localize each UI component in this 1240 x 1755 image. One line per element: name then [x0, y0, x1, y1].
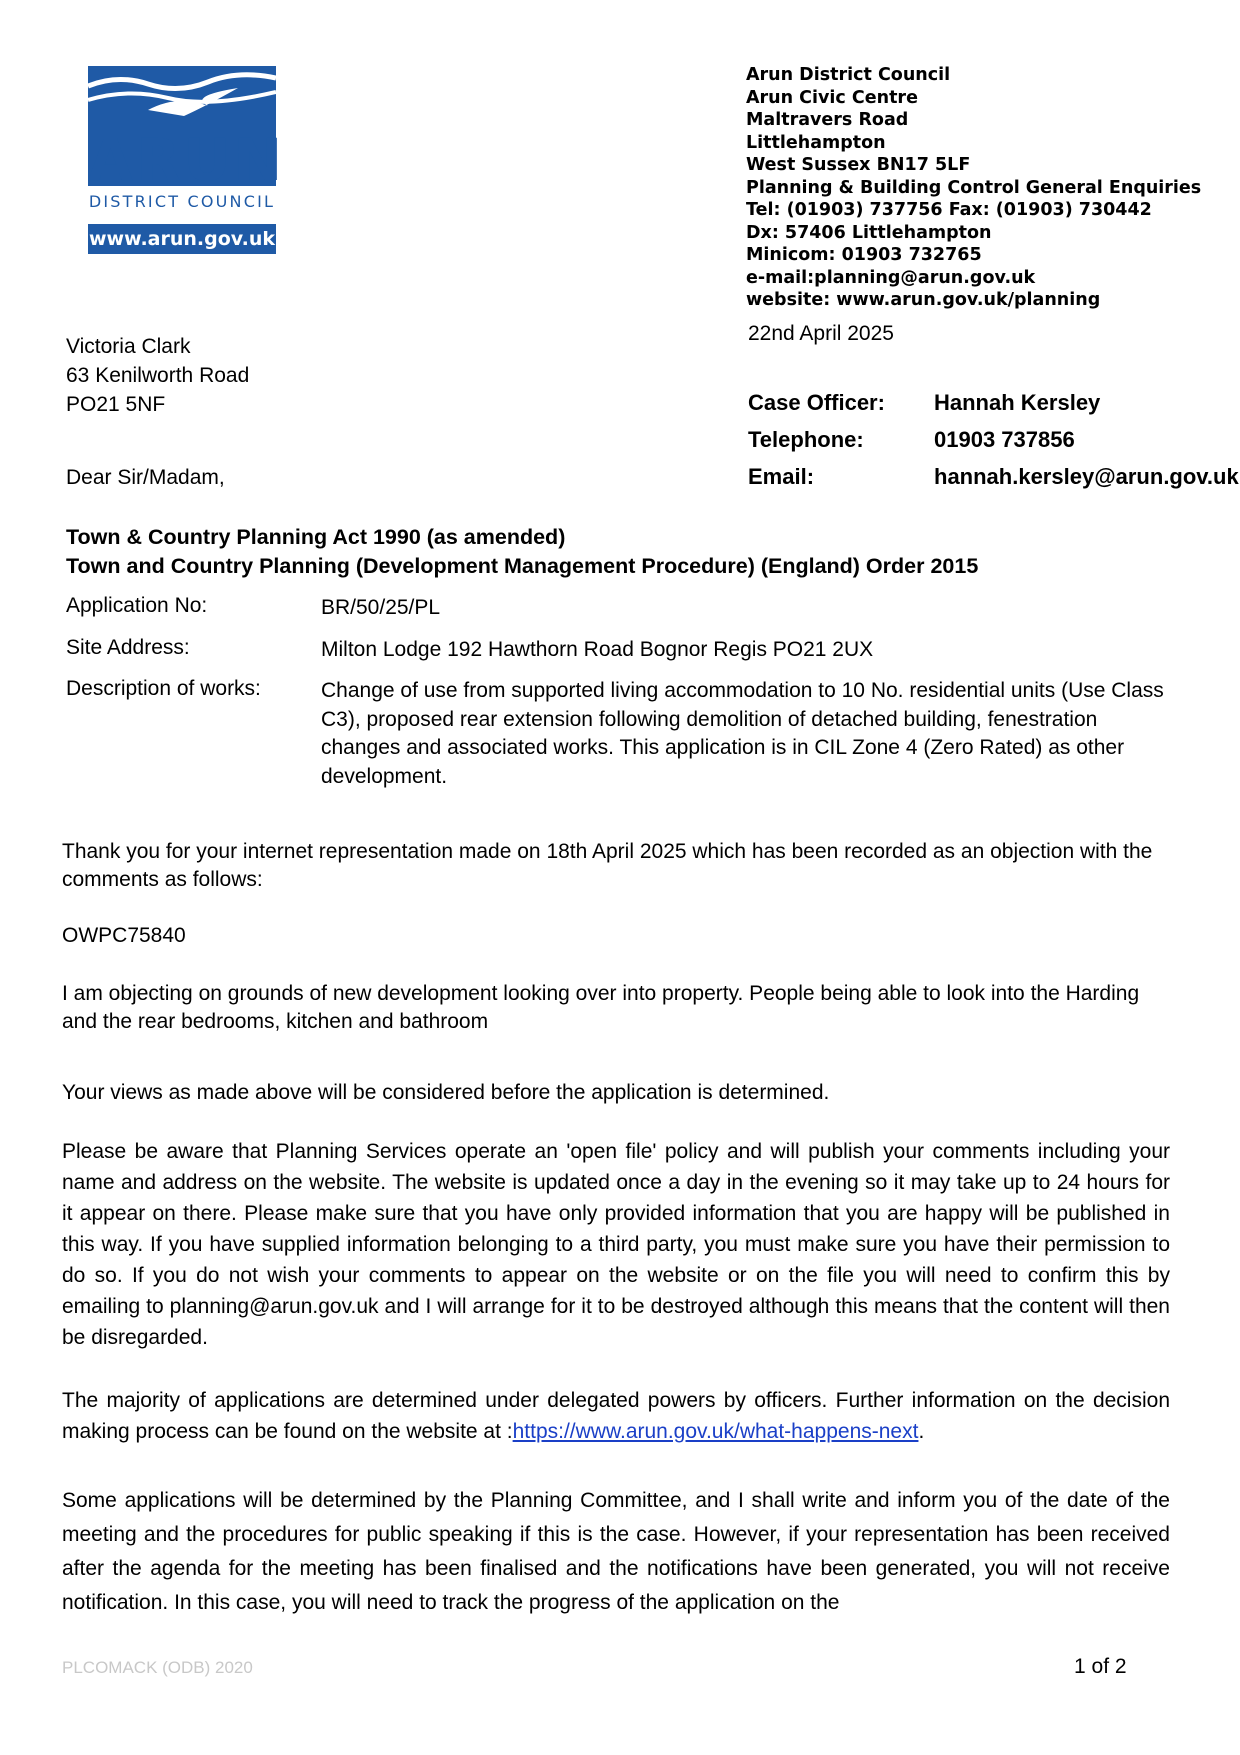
council-address-block — [746, 64, 1201, 312]
telephone-label: Telephone: — [748, 427, 864, 452]
open-file-paragraph: Please be aware that Planning Services operate an 'open file' policy and will publish your comments including your name and address on the website. The website is updated once a day in the evening so it may take up to 24 hours for it appear on there. Please make sure that you have only provided information that you are happy will be published in this way. If you have supplied information belonging to a third party, you must make sure you have their permission to do so. If you do not wish your comments to appear on the website or on the file you will need to confirm this by emailing to planning@arun.gov.uk and I will arrange for it to be destroyed although this means that the content will then be disregarded. — [62, 1140, 1170, 1349]
address-line: Arun Civic Centre — [746, 87, 918, 108]
majority-text: The majority of applications are determined under delegated powers by officers. Further information on the decision making process can be found on the website at : — [62, 1389, 1170, 1443]
site-address-label: Site Address: — [66, 635, 190, 659]
address-line: website: www.arun.gov.uk/planning — [746, 290, 1101, 310]
reference-number: OWPC75840 — [62, 924, 186, 947]
considered-paragraph: Your views as made above will be considered before the application is determined. — [62, 1081, 830, 1104]
site-address-value: Milton Lodge 192 Hawthorn Road Bognor Regis PO21 2UX — [321, 637, 874, 661]
letter-date: 22nd April 2025 — [748, 322, 894, 345]
recipient-address — [66, 332, 249, 419]
footer-code: PLCOMACK (ODB) 2020 — [62, 1658, 253, 1677]
application-details — [66, 594, 1176, 804]
email-label: Email: — [748, 464, 815, 489]
description-value: Change of use from supported living accommodation to 10 No. residential units (Use Class C3), proposed rear extension following demolition of detached building, fenestration changes and associated works. This application is in CIL Zone 4 (Zero Rated) as other development. — [321, 679, 1164, 788]
address-line: Tel: (01903) 737756 Fax: (01903) 730442 — [746, 200, 1152, 220]
seabird-waves-icon — [88, 66, 276, 126]
address-line: West Sussex BN17 5LF — [746, 155, 971, 175]
application-no-value: BR/50/25/PL — [321, 596, 441, 619]
what-happens-next-link[interactable]: https://www.arun.gov.uk/what-happens-next — [512, 1420, 919, 1443]
telephone-value: 01903 737856 — [934, 427, 1075, 452]
address-line: Arun District Council — [746, 65, 951, 85]
detail-row — [66, 594, 1176, 623]
recipient-street: 63 Kenilworth Road — [66, 364, 250, 387]
detail-row — [66, 636, 1176, 665]
email-value[interactable]: hannah.kersley@arun.gov.uk — [934, 464, 1239, 489]
majority-suffix: . — [918, 1420, 925, 1443]
salutation: Dear Sir/Madam, — [66, 466, 225, 489]
logo-subtitle: DISTRICT COUNCIL — [88, 192, 276, 211]
description-label: Description of works: — [66, 677, 261, 700]
detail-row — [66, 677, 1176, 791]
officer-name: Hannah Kersley — [934, 390, 1101, 415]
application-no-label: Application No: — [66, 594, 208, 617]
address-line: e-mail:planning@arun.gov.uk — [746, 267, 1036, 288]
recipient-name: Victoria Clark — [66, 335, 191, 358]
heading-order: Town and Country Planning (Development Management Procedure) (England) Order 2015 — [66, 554, 979, 578]
recipient-postcode: PO21 5NF — [66, 393, 166, 416]
address-line: Maltravers Road — [746, 110, 909, 130]
committee-paragraph: Some applications will be determined by the Planning Committee, and I shall write and inform you of the date of the meeting and the procedures for public speaking if this is the case. However, if your representation has been received after the agenda for the meeting has been finalised and the notifications have been generated, you will not receive notification. In this case, you will need to track the progress of the application on the — [62, 1489, 1170, 1614]
objection-comment: I am objecting on grounds of new development looking over into property. People being able to look into the Harding and the rear bedrooms, kitchen and bathroom — [62, 982, 1140, 1033]
page-number: 1 of 2 — [1074, 1655, 1127, 1678]
address-line: Planning & Building Control General Enquiries — [746, 177, 1202, 198]
heading-act: Town & Country Planning Act 1990 (as amended) — [66, 525, 566, 549]
logo-website: www.arun.gov.uk — [88, 224, 276, 254]
thanks-paragraph: Thank you for your internet representation made on 18th April 2025 which has been recorded as an objection with the comments as follows: — [62, 840, 1153, 891]
address-line: Dx: 57406 Littlehampton — [746, 222, 992, 243]
legislation-headings — [66, 523, 978, 581]
officer-label: Case Officer: — [748, 390, 885, 415]
majority-paragraph — [62, 1385, 1170, 1447]
logo-wordmark: ARUN — [88, 126, 286, 194]
address-line: Minicom: 01903 732765 — [746, 245, 982, 265]
address-line: Littlehampton — [746, 132, 886, 153]
